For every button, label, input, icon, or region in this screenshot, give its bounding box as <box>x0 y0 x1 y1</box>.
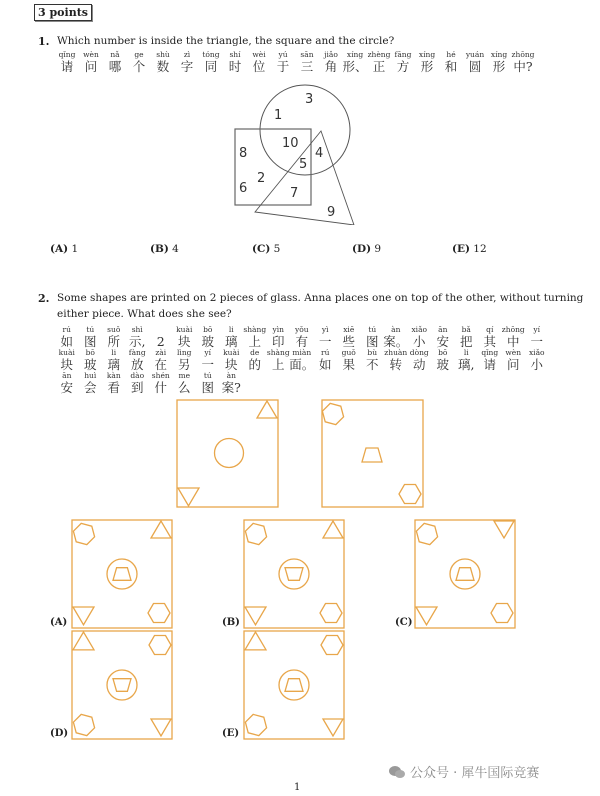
hanzi: 放 <box>130 357 144 372</box>
answer-option-label[interactable]: (A) <box>50 617 68 628</box>
hexagon-shape <box>322 403 343 424</box>
pinyin: shàng <box>243 325 267 334</box>
option-value: 5 <box>273 243 281 255</box>
pinyin: wèn <box>83 50 99 59</box>
page-number: 1 <box>294 782 301 793</box>
hexagon-shape <box>245 523 266 544</box>
hanzi: 中? <box>513 59 533 74</box>
pinyin: xiǎo <box>411 325 428 334</box>
hanzi: 块 <box>224 357 238 372</box>
hanzi: 转 <box>389 357 402 372</box>
pinyin: kuài <box>58 348 75 357</box>
region-number: 5 <box>299 157 308 172</box>
pinyin: shàng <box>266 348 290 357</box>
hanzi: 玻 <box>436 357 449 372</box>
hexagon-shape <box>321 636 343 655</box>
points-label: 3 points <box>34 4 92 21</box>
hanzi: 于 <box>276 59 290 74</box>
trapezoid-shape <box>362 448 382 462</box>
hanzi: 案? <box>221 380 241 395</box>
pinyin: yí <box>204 348 212 357</box>
pinyin: zài <box>155 348 167 357</box>
hanzi: 玻 <box>83 357 97 372</box>
hanzi: 小 <box>412 334 426 349</box>
region-number: 10 <box>282 136 299 151</box>
hanzi: 同 <box>204 59 218 74</box>
pinyin: li <box>463 348 469 357</box>
pinyin: qí <box>486 325 494 334</box>
question-1-number: 1. <box>38 35 50 48</box>
option-value: 1 <box>71 243 79 255</box>
hanzi: 块 <box>60 357 73 372</box>
watermark <box>388 762 539 781</box>
hexagon-shape <box>416 523 437 544</box>
hanzi: 安 <box>436 334 449 349</box>
pinyin: bō <box>203 325 213 334</box>
pinyin: bù <box>367 348 378 357</box>
hexagon-shape <box>149 636 171 655</box>
hanzi: 一 <box>318 334 332 349</box>
pinyin: shù <box>156 50 170 59</box>
hanzi: 请 <box>60 59 74 74</box>
pinyin: ge <box>134 50 144 59</box>
hanzi: 请 <box>483 357 496 372</box>
triangle-down-shape <box>416 607 437 625</box>
hanzi: 的 <box>248 357 261 372</box>
pinyin: me <box>178 371 191 380</box>
hexagon-shape <box>491 604 513 623</box>
pinyin: tú <box>368 325 377 334</box>
pinyin: xíng <box>490 50 508 59</box>
pinyin: zhèng <box>367 50 391 59</box>
pinyin: dào <box>130 371 145 380</box>
pinyin: fàng <box>128 348 146 357</box>
pinyin: bō <box>438 348 448 357</box>
pinyin: yǒu <box>294 325 309 334</box>
pinyin: shì <box>131 325 143 334</box>
pinyin: tú <box>86 325 95 334</box>
pinyin: yú <box>278 50 288 59</box>
hanzi: 问 <box>506 357 520 372</box>
hanzi: 果 <box>342 357 355 372</box>
hanzi: 会 <box>83 380 97 395</box>
hanzi: 一 <box>530 334 543 349</box>
pinyin: yìn <box>272 325 284 334</box>
pinyin: rú <box>62 325 71 334</box>
pinyin: qǐng <box>481 348 499 357</box>
option-value: 9 <box>374 243 382 255</box>
hanzi: 到 <box>130 380 144 395</box>
hanzi: 问 <box>84 59 98 74</box>
hanzi: 有 <box>295 334 308 349</box>
answer-option-label[interactable]: (E) <box>222 728 240 739</box>
option-label: (C) <box>252 243 271 255</box>
trapezoid-shape <box>285 679 303 692</box>
hanzi: 在 <box>154 357 167 372</box>
answer-figure <box>415 520 515 628</box>
region-number: 4 <box>315 146 324 161</box>
pinyin: sān <box>300 50 314 59</box>
pinyin: dòng <box>409 348 429 357</box>
pinyin: zhōng <box>501 325 525 334</box>
hanzi: 圆 <box>468 59 482 74</box>
triangle-up-shape <box>257 401 277 418</box>
circle-shape <box>450 559 480 589</box>
pinyin: xíng <box>346 50 364 59</box>
option-value: 12 <box>473 243 487 255</box>
trapezoid-inverted-shape <box>285 568 303 581</box>
circle-shape <box>215 439 244 468</box>
hanzi: 数 <box>156 59 170 74</box>
answer-figure <box>72 631 172 739</box>
pinyin: wèi <box>252 50 266 59</box>
hanzi: 所 <box>107 334 120 349</box>
hanzi: 璃, <box>458 357 475 372</box>
pinyin: fāng <box>394 50 412 59</box>
hanzi: 三 <box>300 59 314 74</box>
pinyin: àn <box>391 325 401 334</box>
answer-figure <box>244 631 344 739</box>
hanzi: 中 <box>506 334 520 349</box>
glass-piece-1 <box>177 400 278 507</box>
wechat-icon <box>388 765 406 779</box>
hanzi: 印 <box>271 334 285 349</box>
hanzi: 如 <box>318 357 332 372</box>
hanzi: 块 <box>177 334 191 349</box>
hanzi: 把 <box>459 334 473 349</box>
hanzi: 角 <box>324 59 338 74</box>
pinyin: li <box>228 325 234 334</box>
trapezoid-inverted-shape <box>113 679 131 692</box>
pinyin: àn <box>226 371 236 380</box>
hanzi: 动 <box>412 357 426 372</box>
hexagon-shape <box>320 604 342 623</box>
pinyin: zhōng <box>511 50 535 59</box>
circle-shape <box>279 670 309 700</box>
region-number: 8 <box>239 146 248 161</box>
trapezoid-shape <box>113 568 131 581</box>
pinyin: miàn <box>292 348 312 357</box>
pinyin: tú <box>203 371 212 380</box>
hanzi: 形、 <box>342 59 368 74</box>
hanzi: 哪 <box>108 59 122 74</box>
hanzi: 形 <box>492 59 506 74</box>
option-label: (E) <box>452 243 470 255</box>
hexagon-shape <box>245 714 266 735</box>
pinyin: kuài <box>223 348 240 357</box>
question-1-text: Which number is inside the triangle, the square and the circle? <box>57 35 395 47</box>
region-number: 6 <box>239 181 248 196</box>
pinyin: qǐng <box>58 50 76 59</box>
option-value: 4 <box>172 243 179 255</box>
circle-shape <box>107 670 137 700</box>
pinyin: yí <box>533 325 541 334</box>
hanzi: 璃 <box>107 357 120 372</box>
hexagon-shape <box>148 604 170 623</box>
hanzi: 2 <box>156 334 165 349</box>
pinyin: xiē <box>343 325 355 334</box>
hanzi: 图 <box>83 334 97 349</box>
watermark-text: 公众号 · 犀牛国际竞赛 <box>410 766 540 781</box>
hanzi: 如 <box>60 334 73 349</box>
triangle-up-shape <box>151 521 171 538</box>
pinyin: xiǎo <box>528 348 545 357</box>
pinyin: yuán <box>465 50 485 59</box>
hexagon-shape <box>399 485 421 504</box>
hanzi: 另 <box>177 357 191 372</box>
pinyin: kuài <box>176 325 193 334</box>
hanzi: 些 <box>342 334 355 349</box>
hanzi: 案。 <box>383 334 409 349</box>
pinyin: huì <box>84 371 97 380</box>
pinyin: shén <box>151 371 170 380</box>
answer-figure <box>72 520 172 628</box>
question-2-text-line1: Some shapes are printed on 2 pieces of glass. Anna places one on top of the other, without turning <box>57 292 584 304</box>
hanzi: 上 <box>271 357 285 372</box>
region-number: 2 <box>257 171 266 186</box>
pinyin: bō <box>85 348 95 357</box>
pinyin: hé <box>446 50 456 59</box>
hanzi: 么 <box>177 380 191 395</box>
hanzi: 正 <box>372 59 386 74</box>
pinyin: guǒ <box>341 348 356 357</box>
pinyin: nǎ <box>110 50 120 59</box>
hexagon-shape <box>73 523 94 544</box>
circle-shape <box>279 559 309 589</box>
pinyin: suǒ <box>107 325 121 334</box>
triangle-down-shape <box>494 521 514 538</box>
hanzi: 和 <box>444 59 458 74</box>
question-2-text-line2: either piece. What does she see? <box>57 308 232 320</box>
pinyin: ān <box>438 325 448 334</box>
hanzi: 图 <box>201 380 214 395</box>
pinyin: tóng <box>202 50 220 59</box>
hanzi: 示, <box>129 334 146 349</box>
hanzi: 面。 <box>289 357 315 372</box>
hanzi: 时 <box>228 59 242 74</box>
pinyin: de <box>250 348 260 357</box>
option-label: (A) <box>50 243 69 255</box>
hanzi: 看 <box>107 380 120 395</box>
glass-piece-2 <box>322 400 423 507</box>
triangle-up-shape <box>245 632 266 650</box>
hanzi: 位 <box>252 59 266 74</box>
pinyin: kàn <box>106 371 121 380</box>
pinyin: li <box>111 348 117 357</box>
hanzi: 璃 <box>224 334 238 349</box>
triangle-up-shape <box>73 632 94 650</box>
hanzi: 玻 <box>201 334 214 349</box>
region-number: 1 <box>274 108 283 123</box>
question-2-number: 2. <box>38 292 50 305</box>
answer-option-label[interactable]: (D) <box>50 728 69 739</box>
answer-option-label[interactable]: (B) <box>222 617 240 628</box>
region-number: 3 <box>305 92 314 107</box>
region-number: 7 <box>290 186 299 201</box>
triangle-down-shape <box>73 607 94 625</box>
hanzi: 不 <box>365 357 379 372</box>
triangle-down-shape <box>178 488 199 506</box>
pinyin: zì <box>183 50 191 59</box>
pinyin: jiǎo <box>324 50 338 59</box>
pinyin: zhuàn <box>384 348 408 357</box>
hanzi: 什 <box>154 380 167 395</box>
hanzi: 一 <box>201 357 214 372</box>
hexagon-shape <box>73 714 94 735</box>
circle-shape <box>107 559 137 589</box>
triangle-down-shape <box>323 719 343 736</box>
pinyin: bǎ <box>461 325 471 334</box>
triangle-down-shape <box>151 719 171 736</box>
triangle-down-shape <box>245 607 266 625</box>
answer-option-label[interactable]: (C) <box>395 617 413 628</box>
pinyin: xíng <box>418 50 436 59</box>
hanzi: 上 <box>248 334 261 349</box>
option-label: (D) <box>352 243 372 255</box>
trapezoid-shape <box>456 568 474 581</box>
hanzi: 个 <box>132 59 146 74</box>
hanzi: 方 <box>396 59 410 74</box>
answer-figure <box>244 520 344 628</box>
hanzi: 安 <box>60 380 73 395</box>
pinyin: yì <box>321 325 329 334</box>
pinyin: shí <box>229 50 241 59</box>
pinyin: wèn <box>505 348 522 357</box>
triangle-up-shape <box>323 521 343 538</box>
pinyin: lìng <box>177 348 192 357</box>
hanzi: 图 <box>365 334 379 349</box>
hanzi: 形 <box>420 59 434 74</box>
option-label: (B) <box>150 243 169 255</box>
hanzi: 字 <box>180 59 194 74</box>
pinyin: rú <box>321 348 330 357</box>
hanzi: 小 <box>530 357 543 372</box>
hanzi: 其 <box>483 334 496 349</box>
region-number: 9 <box>327 205 336 220</box>
pinyin: ān <box>62 371 72 380</box>
